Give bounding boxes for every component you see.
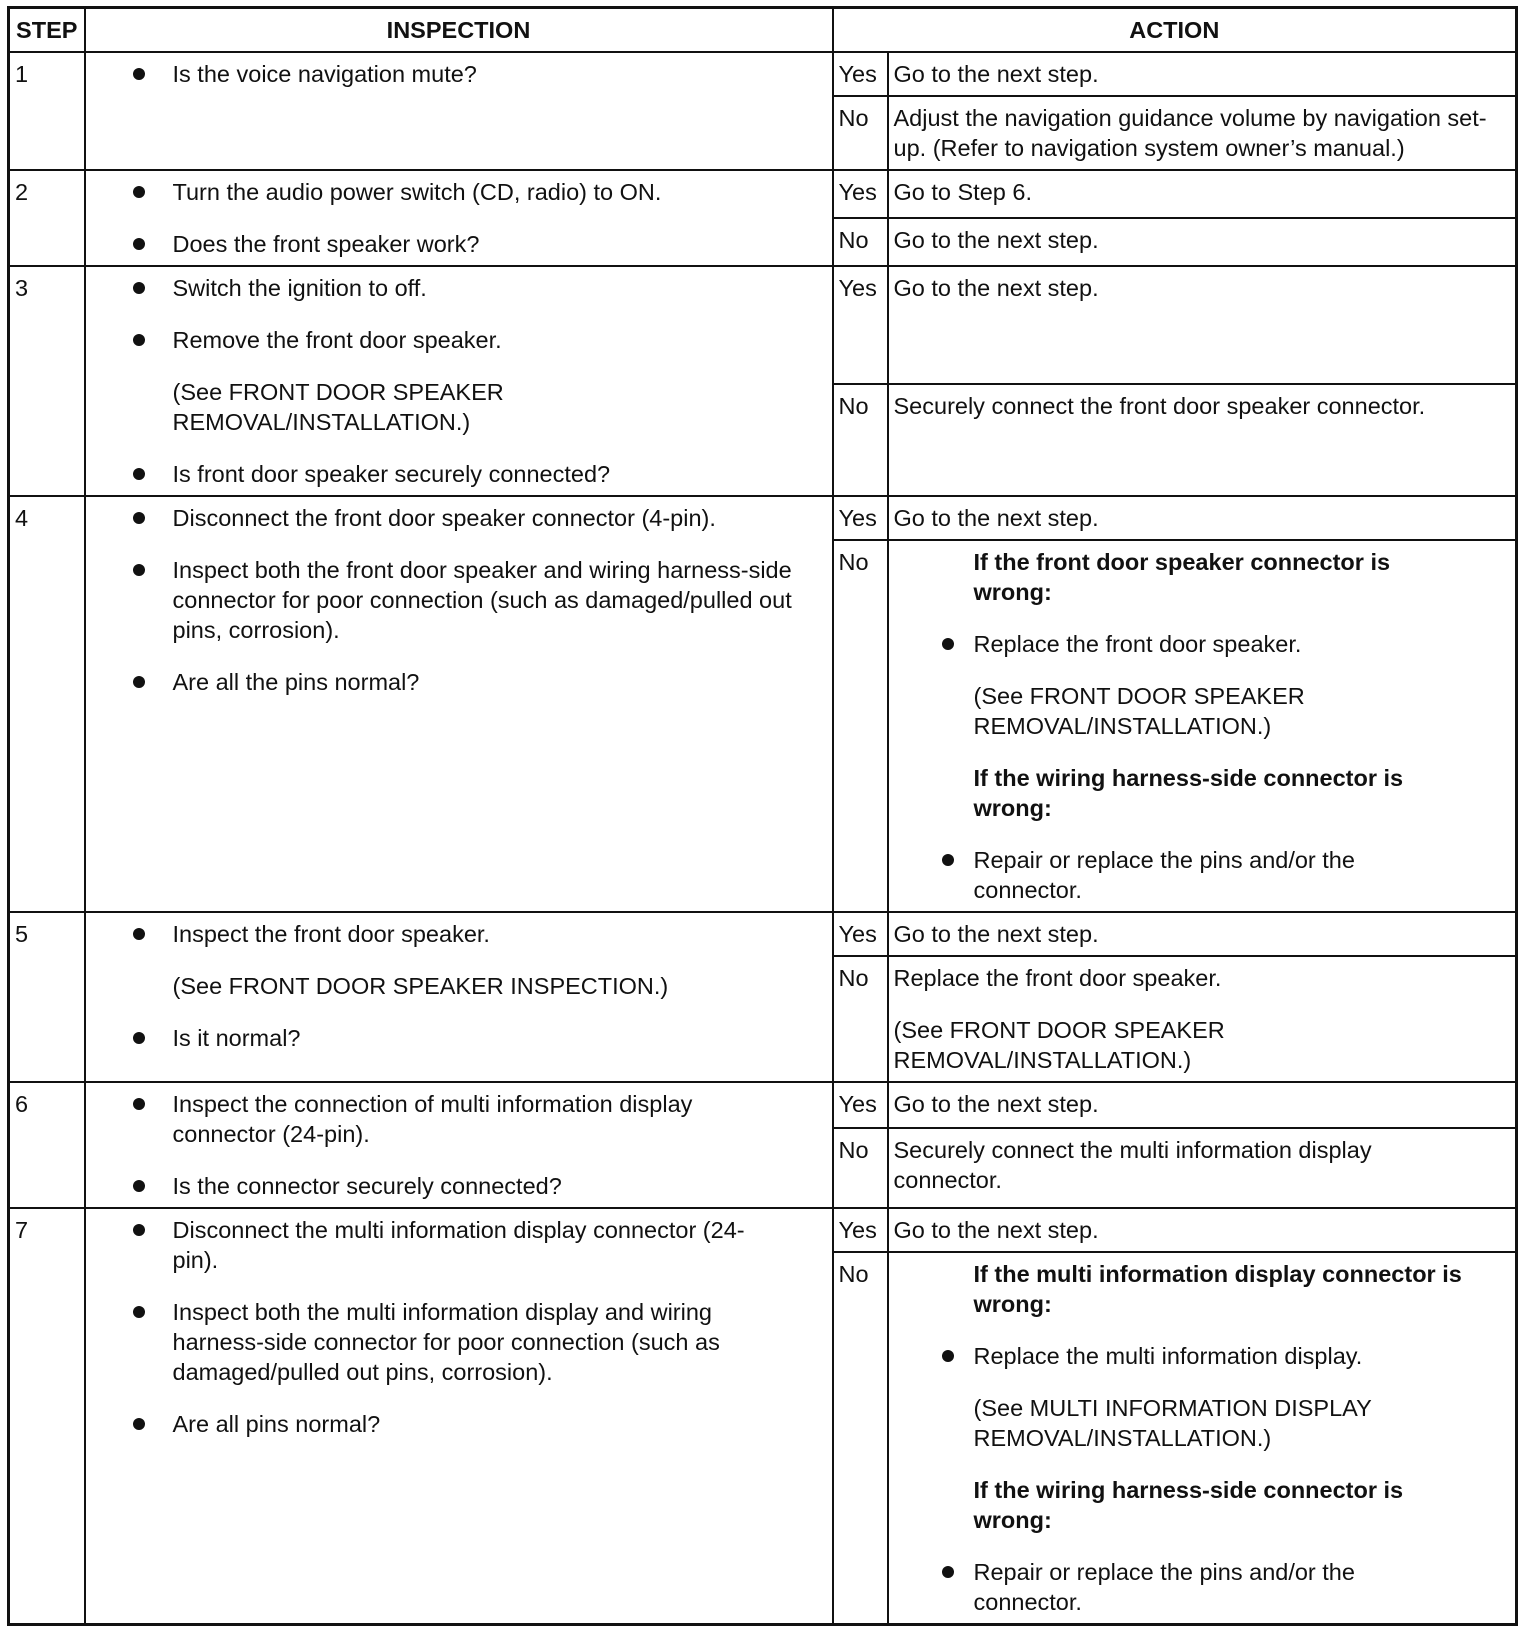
inspection-text: Are all the pins normal? xyxy=(172,669,420,695)
action-note: (See FRONT DOOR SPEAKER REMOVAL/INSTALLATION.) xyxy=(893,1017,1225,1073)
action-item xyxy=(894,1341,1511,1371)
inspection-text: Disconnect the multi information display connector (24-pin). xyxy=(172,1217,745,1273)
table-header-row xyxy=(9,8,1517,53)
bullet-icon xyxy=(942,854,954,866)
bullet-icon xyxy=(133,1306,145,1318)
inspection-text: Remove the front door speaker. xyxy=(172,327,502,353)
bullet-icon xyxy=(133,334,145,346)
inspection-text: Is front door speaker securely connected? xyxy=(172,461,611,487)
no-action: Securely connect the multi information display connector. xyxy=(888,1128,1517,1208)
header-action: ACTION xyxy=(833,8,1517,53)
yes-action: Go to the next step. xyxy=(888,52,1517,96)
inspection-item xyxy=(91,503,827,533)
action-item xyxy=(894,1557,1511,1617)
bullet-icon xyxy=(133,1032,145,1044)
inspection-text: Is the connector securely connected? xyxy=(172,1173,562,1199)
header-step: STEP xyxy=(9,8,85,53)
inspection-cell xyxy=(85,170,833,266)
inspection-cell xyxy=(85,266,833,496)
yes-action: Go to the next step. xyxy=(888,266,1517,384)
step-number: 1 xyxy=(9,52,85,170)
action-text: Replace the front door speaker. xyxy=(973,631,1302,657)
bullet-icon xyxy=(942,1566,954,1578)
action-note: (See FRONT DOOR SPEAKER REMOVAL/INSTALLATION.) xyxy=(973,683,1305,739)
inspection-item xyxy=(91,919,827,949)
yes-label: Yes xyxy=(833,170,888,218)
yes-action: Go to the next step. xyxy=(888,1082,1517,1128)
bullet-icon xyxy=(133,186,145,198)
no-label: No xyxy=(833,96,888,170)
step-number: 2 xyxy=(9,170,85,266)
yes-action: Go to the next step. xyxy=(888,912,1517,956)
inspection-note: (See FRONT DOOR SPEAKER INSPECTION.) xyxy=(172,973,669,999)
action-text: Repair or replace the pins and/or the connector. xyxy=(973,1559,1355,1615)
action-text: Repair or replace the pins and/or the connector. xyxy=(973,847,1355,903)
bullet-icon xyxy=(133,1180,145,1192)
inspection-text: Disconnect the front door speaker connector (4-pin). xyxy=(172,505,716,531)
inspection-text: Inspect the connection of multi information display connector (24-pin). xyxy=(172,1091,693,1147)
inspection-item xyxy=(91,1215,827,1275)
inspection-text: Switch the ignition to off. xyxy=(172,275,427,301)
condition-heading: If the wiring harness-side connector is wrong: xyxy=(973,1477,1404,1533)
inspection-item xyxy=(91,1409,827,1439)
yes-action: Go to Step 6. xyxy=(888,170,1517,218)
yes-action: Go to the next step. xyxy=(888,496,1517,540)
inspection-item xyxy=(91,59,827,89)
no-action: Adjust the navigation guidance volume by navigation set-up. (Refer to navigation system owner’s manual.) xyxy=(888,96,1517,170)
yes-action: Go to the next step. xyxy=(888,1208,1517,1252)
action-text: Replace the multi information display. xyxy=(973,1343,1363,1369)
bullet-icon xyxy=(133,676,145,688)
inspection-text: Inspect both the multi information display and wiring harness-side connector for poor connection (such as damaged/pulled out pins, corrosion). xyxy=(172,1299,720,1385)
inspection-cell xyxy=(85,1208,833,1625)
condition-heading: If the wiring harness-side connector is wrong: xyxy=(973,765,1404,821)
inspection-text: Is the voice navigation mute? xyxy=(172,61,477,87)
inspection-item xyxy=(91,1297,827,1387)
bullet-icon xyxy=(133,564,145,576)
inspection-item xyxy=(91,667,827,697)
yes-label: Yes xyxy=(833,52,888,96)
no-action xyxy=(888,1252,1517,1625)
table-row xyxy=(9,1082,1517,1128)
yes-label: Yes xyxy=(833,912,888,956)
no-label: No xyxy=(833,384,888,496)
bullet-icon xyxy=(133,512,145,524)
yes-label: Yes xyxy=(833,496,888,540)
inspection-cell xyxy=(85,912,833,1082)
inspection-cell xyxy=(85,1082,833,1208)
no-label: No xyxy=(833,956,888,1082)
step-number: 3 xyxy=(9,266,85,496)
step-number: 6 xyxy=(9,1082,85,1208)
step-number: 5 xyxy=(9,912,85,1082)
bullet-icon xyxy=(133,238,145,250)
inspection-text: Is it normal? xyxy=(172,1025,301,1051)
no-action xyxy=(888,540,1517,912)
condition-heading: If the front door speaker connector is wrong: xyxy=(973,549,1391,605)
inspection-item xyxy=(91,177,827,207)
inspection-cell xyxy=(85,52,833,170)
inspection-item xyxy=(91,1089,827,1149)
inspection-text: Inspect the front door speaker. xyxy=(172,921,490,947)
step-number: 7 xyxy=(9,1208,85,1625)
bullet-icon xyxy=(942,638,954,650)
bullet-icon xyxy=(133,282,145,294)
inspection-text: Turn the audio power switch (CD, radio) to ON. xyxy=(172,179,662,205)
inspection-item xyxy=(91,229,827,259)
table-row xyxy=(9,912,1517,956)
yes-label: Yes xyxy=(833,266,888,384)
inspection-item xyxy=(91,1171,827,1201)
bullet-icon xyxy=(133,468,145,480)
header-inspection: INSPECTION xyxy=(85,8,833,53)
table-row xyxy=(9,266,1517,384)
action-note: (See MULTI INFORMATION DISPLAY REMOVAL/INSTALLATION.) xyxy=(973,1395,1372,1451)
table-row xyxy=(9,496,1517,540)
bullet-icon xyxy=(133,68,145,80)
inspection-item xyxy=(91,459,827,489)
yes-label: Yes xyxy=(833,1208,888,1252)
action-item xyxy=(894,629,1511,659)
bullet-icon xyxy=(133,1418,145,1430)
step-number: 4 xyxy=(9,496,85,912)
inspection-text: Does the front speaker work? xyxy=(172,231,480,257)
no-action xyxy=(888,956,1517,1082)
inspection-item xyxy=(91,555,827,645)
action-text: Replace the front door speaker. xyxy=(893,965,1222,991)
condition-heading: If the multi information display connector is wrong: xyxy=(973,1261,1462,1317)
no-label: No xyxy=(833,1128,888,1208)
table-row xyxy=(9,1208,1517,1252)
inspection-cell xyxy=(85,496,833,912)
no-action: Securely connect the front door speaker connector. xyxy=(888,384,1517,496)
no-label: No xyxy=(833,1252,888,1625)
inspection-item xyxy=(91,273,827,303)
action-item xyxy=(894,845,1511,905)
inspection-item xyxy=(91,1023,827,1053)
inspection-text: Inspect both the front door speaker and wiring harness-side connector for poor connection (such as damaged/pulled out pins, corrosion). xyxy=(172,557,792,643)
diagnostic-procedure xyxy=(7,6,1518,1626)
table-row xyxy=(9,52,1517,96)
no-action: Go to the next step. xyxy=(888,218,1517,266)
bullet-icon xyxy=(133,928,145,940)
inspection-note: (See FRONT DOOR SPEAKER REMOVAL/INSTALLATION.) xyxy=(172,379,504,435)
inspection-text: Are all pins normal? xyxy=(172,1411,381,1437)
bullet-icon xyxy=(133,1224,145,1236)
bullet-icon xyxy=(133,1098,145,1110)
no-label: No xyxy=(833,540,888,912)
yes-label: Yes xyxy=(833,1082,888,1128)
bullet-icon xyxy=(942,1350,954,1362)
table-row xyxy=(9,170,1517,218)
no-label: No xyxy=(833,218,888,266)
inspection-item xyxy=(91,325,827,355)
diagnostic-table xyxy=(7,6,1518,1626)
